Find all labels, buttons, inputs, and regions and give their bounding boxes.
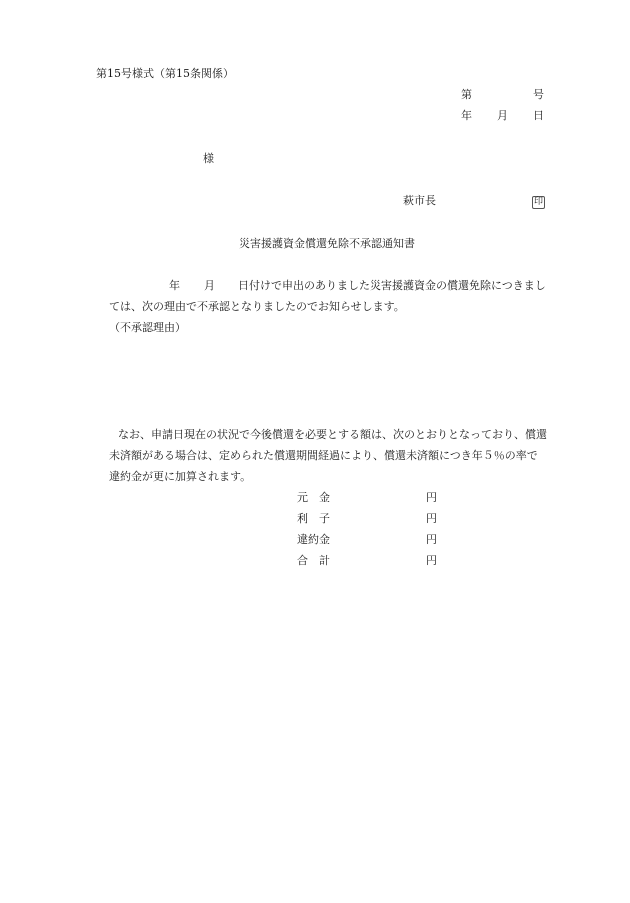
body-line-1: 日付けで申出のありました災害援護資金の償還免除につきまし [238, 279, 546, 292]
amount-label-total: 合 計 [297, 554, 330, 567]
body-month: 月 [204, 279, 215, 292]
body-line-2: ては、次の理由で不承認となりましたのでお知らせします。 [109, 300, 405, 313]
document-title: 災害援護資金償還免除不承認通知書 [239, 237, 415, 250]
seal-stamp: 印 [533, 197, 543, 207]
reason-label: （不承認理由） [109, 321, 186, 334]
amount-unit-interest: 円 [426, 512, 437, 525]
note-line-3: 違約金が更に加算されます。 [109, 470, 252, 483]
date-day: 日 [533, 109, 544, 122]
issuer-title: 萩市長 [403, 194, 436, 207]
body-year: 年 [169, 279, 180, 292]
note-line-1: なお、申請日現在の状況で今後償還を必要とする額は、次のとおりとなっており、償還 [118, 428, 547, 441]
form-code: 第15号様式（第15条関係） [96, 67, 234, 80]
number-prefix: 第 [461, 88, 472, 101]
number-suffix: 号 [533, 88, 544, 101]
amount-label-principal: 元 金 [297, 491, 330, 504]
amount-unit-penalty: 円 [426, 533, 437, 546]
amount-unit-principal: 円 [426, 491, 437, 504]
amount-label-penalty: 違約金 [297, 533, 330, 546]
amount-unit-total: 円 [426, 554, 437, 567]
date-year: 年 [461, 109, 472, 122]
date-month: 月 [497, 109, 508, 122]
amount-label-interest: 利 子 [297, 512, 330, 525]
issuer-seal [532, 195, 545, 209]
note-line-2: 未済額がある場合は、定められた償還期間経過により、償還未済額につき年５％の率で [109, 449, 538, 462]
addressee-honorific: 様 [203, 152, 214, 165]
